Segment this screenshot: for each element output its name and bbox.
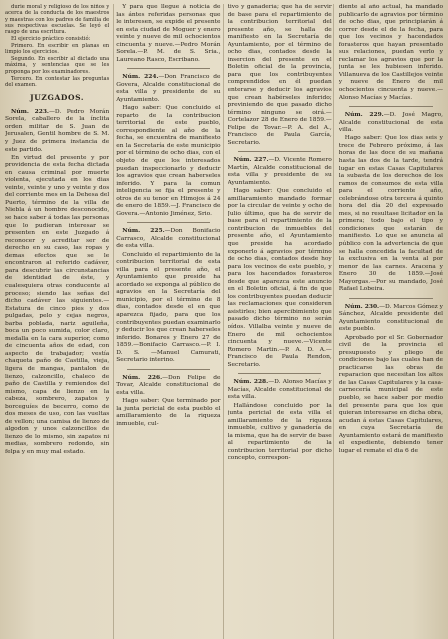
body-paragraph: [5, 76, 109, 89]
body-paragraph: [228, 4, 332, 147]
paragraph-text: —D. José Magro, Alcalde constitucional de esta villa.: [338, 112, 443, 134]
body-paragraph: [5, 43, 109, 56]
notice-number: Núm. 227.: [233, 156, 269, 164]
body-paragraph: [5, 36, 109, 42]
paragraph-text: diente al año actual, ha mandado publicarlo de agravios por término de ocho dias, que principiarán á correr desde el de la fecha, para que los vecinos y hacendados forasteros que hayan presentado sus relaciones, puedan verlo y reclamar los agravios que por la junta se les hubiesen inferido. Villanueva de los Castillejos veinte y nueve de Enero de mil ochocientos cincuenta y nueve.—Alonso Macías y Macías.: [338, 4, 443, 101]
paragraph-text: Y para que llegue á noticia de las ántes referidas personas que le interesen, se expide el presente en esta ciudad de Moguer y enero veinte y nueve de mil ochocientos cincuenta y nueve.—Pedro Morán Sorela.—P. M. de S. Sria., Laureano Rasco, Escribano.: [116, 4, 221, 63]
paragraph-text: Hago saber: Que concluido el amillaramiento mandado formar por la circular de veinte y ocho de Julio último, que ha de servir de base para el repartimiento de la contribucion de inmuebles del presente año, el Ayuntamiento que preside ha acordado exponerlo á agravios por término de ocho dias, contados desde hoy para los vecinos de este pueblo, y para los hacendados forasteros desde que aparezca este anuncio en el Boletin oficial, á fin de que los contribuyentes puedan deducir las reclamaciones que consideren asistirles; bien apercibimiento que pasado dicho término no serán oídos. Villalba veinte y nueve de Enero de mil ochocientos cincuenta y nueve.—Vicente Romero Martin.—P. A. D. A.—Francisco de Paula Rendon, Secretario.: [227, 188, 332, 368]
separator-rule: [238, 151, 321, 152]
column-2: [116, 4, 220, 638]
paragraph-text: El ejercicio práctico consistió:: [11, 36, 91, 43]
paragraph-text: Segundo. En escribir al dictado una máxima, y sentencias que se les proponga por los examinadores.: [5, 56, 110, 75]
body-paragraph: [116, 252, 220, 365]
column-divider: [333, 4, 334, 639]
paragraph-text: Hago saber: Que terminado por la junta pericial de esta pueblo el amillaramiento de la riqueza inmueble, cul-: [116, 398, 221, 427]
paragraph-text: —Don Francisco de Govera, Alcalde constitucional de esta villa y presidente de su Ayuntamiento.: [116, 74, 221, 104]
paragraph-text: En virtud del presente y por providencia de esta fecha dictada en causa criminal por muerte violenta, ejecutada en los dias veinte, veinte y uno y veinte y dos del corriente mes en la Dehesa del Puerto, término de la villa de Niebla á un hombre desconocido, se hace saber á todas las personas que lo pudieran interesar se presenten en este Juzgado á reconocer y acreditar ser de derecho en su caso, las ropas y demas efectos que se le encontraron al referido cadáver, para descubrir las circunstancias de identidad de éste, y cualesquiera otras conducente al proceso; siendo las señas del dicho cadáver las siguientes.—Estatura de cinco pies y dos pulgadas, pelo y cejas negros, barba poblada, nariz aguileña, boca un poco sumida, color claro, medalla en la cara superior, como de cincuenta años de edad, con aspecto de trabajador; vestía chaqueta paño de Castilla, vieja, ligera de mangas, pantalon de lienzo, calzoncillo, chaleco de paño de Castilla y remiendos del mismo, capa de lienzo en la cabeza, sombrero, zapatos y borceguíes de becerro, como de dos meses de uso, con las vueltas de vellon; una camisa de lienzo de algodon y unos calzoncillos de lienzo de lo mismo, sin zapatos ni medias, sombrero redondo, sin felpa y en muy mal estado.: [5, 154, 110, 455]
column-divider: [223, 4, 224, 639]
paragraph-text: —D. Pedro Morán Sorela, caballero de la ínclita orden militar de S. Juan de Jerusalen, Gentil hombre de S. M. y Juez de primera instancia de este partido.: [5, 108, 110, 153]
notice-paragraph: [116, 73, 220, 104]
body-paragraph: [339, 135, 443, 293]
column-4: [339, 4, 443, 638]
column-3: [228, 4, 332, 638]
notice-paragraph: [339, 303, 443, 334]
notice-paragraph: [116, 374, 220, 398]
notice-paragraph: [228, 156, 332, 187]
paragraph-text: —D. Marcos Gómez y Sánchez, Alcalde presidente del Ayuntamiento constitucional de este pueblo.: [338, 303, 443, 333]
paragraph-text: —D. Vicente Romero Martín, Alcalde constitucional de esta villa y presidente de su Ayuntamiento.: [227, 157, 332, 187]
body-paragraph: [116, 4, 220, 64]
paragraph-text: —Don Bonifacio Carrasco, Alcalde constitucional de esta villa.: [116, 228, 221, 250]
notice-paragraph: [116, 227, 220, 251]
separator-rule: [238, 373, 321, 374]
notice-number: Núm. 224.: [122, 73, 159, 81]
separator-rule: [349, 106, 432, 107]
body-paragraph: [5, 56, 109, 75]
section-heading: JUZGADOS.: [30, 93, 85, 103]
body-paragraph: [228, 403, 332, 463]
notice-number: Núm. 223.: [11, 107, 49, 115]
body-paragraph: [5, 155, 109, 457]
separator-rule: [349, 298, 432, 299]
notice-number: Núm. 229.: [344, 111, 384, 119]
notice-paragraph: [339, 111, 443, 135]
body-paragraph: [5, 4, 109, 35]
separator-rule: [127, 222, 210, 223]
paragraph-text: —Don Felipe de Tovar, Alcalde constitucional de esta villa.: [116, 374, 221, 396]
notice-number: Núm. 225.: [122, 227, 165, 235]
notice-number: Núm. 230.: [344, 302, 380, 310]
paragraph-text: —D. Alonso Macías y Macías, Alcalde constitucional de esta villa.: [227, 379, 332, 401]
body-paragraph: [116, 105, 220, 218]
notice-paragraph: [228, 378, 332, 402]
column-1: [5, 4, 109, 638]
paragraph-text: Concluido el repartimiento de la contribucion territorial de esta villa para el presente año, el Ayuntamiento que preside ha acordado se exponga al público de agravios en la Secretaría del municipio, por el término de 8 dias, contados desde el en que aparezca fijado, para que los contribuyentes puedan examinarlo y deducir los que crean haberseles inferido. Bonares y Enero 27 de 1859.—Bonifacio Carrasco.—P. I. D. S. —Manuel Camurati, Secretario interino.: [116, 251, 221, 364]
paragraph-text: tivo y ganadería; que ha de servir de base para el repartimiento de la contribucion territorial del presente año, se halla de manifiesto en la Secretaría de Ayuntamiento, por el término de ocho dias, contados desde la insercion del presente en el Boletin oficial de la provincia, para que los contribuyentes comprendidos en él puedan enterarse y deducir los agravios que crean habérseles inferido; previniendo de que pasado dicho término ninguno se oirá.—Cortelazor 28 de Enero de 1859.—Felipe de Tovar.—P. A. del A., Francisco de Paula García, Secretario.: [227, 4, 332, 146]
paragraph-text: Primero. En escribir en planas en limpio los ejercicios.: [5, 42, 110, 56]
column-divider: [113, 4, 114, 639]
paragraph-text: durie moral y religioso de los niños y acerca de la conducta de los maestros y maestras con los padres de familia de sus respectivas escuelas. Se leyó el rasgo de una escritura.: [5, 4, 110, 36]
notice-paragraph: [5, 108, 109, 154]
paragraph-text: Hago saber: Que concluido el reparto de la contribucion territorial de este pueblo, correspondiente al año de la fecha, se encuentra de manifiesto en la Secretaría de este municipio por el término de ocho dias, con el objeto de que los interesados puedan inspeccionarlo y deducir los agravios que crean haberseles inferido. Y para la comun inteligencia se fija el presente y otros de su tenor en Himojos á 24 de enero de 1859.—J. Francisco de Govera.—Antonio Jiménez, Srio.: [116, 105, 221, 217]
paragraph-text: Aprobado por el Sr. Gobernador civil de la provincia el presupuesto y pliego de condiciones bajo las cuales han de practicarse las obras de reparacion que necesitan los altos de las Casas Capitulares y la casa-carnecería municipal de este pueblo, se hace saber por medio del presente para que los que quieran interesarse en dicha obra, acudan á estas Casas Capitulares, en cuya Secretaría de Ayuntamiento estará de manifiesto el expediente, debiendo tener lugar el remate el dia 6 de: [338, 334, 443, 454]
separator-rule: [127, 369, 210, 370]
body-paragraph: [339, 335, 443, 456]
body-paragraph: [116, 398, 220, 428]
paragraph-text: Tercero. En contestar las preguntas del examen.: [5, 75, 110, 88]
paragraph-text: Hallándose concluido por la junta pericial de esta villa el amillaramiento de la riqueza inmueble, cultivo y ganadería de la misma, que ha de servir de base al repartimiento de la contribucion territorial por dicho concepto, correspon-: [227, 402, 332, 462]
notice-number: Núm. 228.: [233, 378, 269, 386]
body-paragraph: [228, 188, 332, 369]
body-paragraph: [339, 4, 443, 102]
notice-number: Núm. 226.: [122, 373, 163, 381]
paragraph-text: Hago saber: Que los dias seis y trece de Febrero próximo, á las horas de las doce de su mañana hasta las dos de la tarde, tendrá lugar en estas Casas Capitulares la subasta de los derechos de los ramos de consumos de esta villa para el corriente año, celebrándose otra tercera á quinto hora del día 20 del expresado mes, si no resultase licitador en la primera; todo bajo el tipo y condiciones que estarán de manifiesto. Lo que se anuncia al público con la advertencia de que se halla concedida la facultad de la exclusiva en la venta al por menor de las carnes. Aracena y Enero 30 de 1859.—José Mayorgas.—Por su mandado, José Rafael Lobeira.: [338, 135, 443, 293]
separator-rule: [127, 68, 210, 69]
